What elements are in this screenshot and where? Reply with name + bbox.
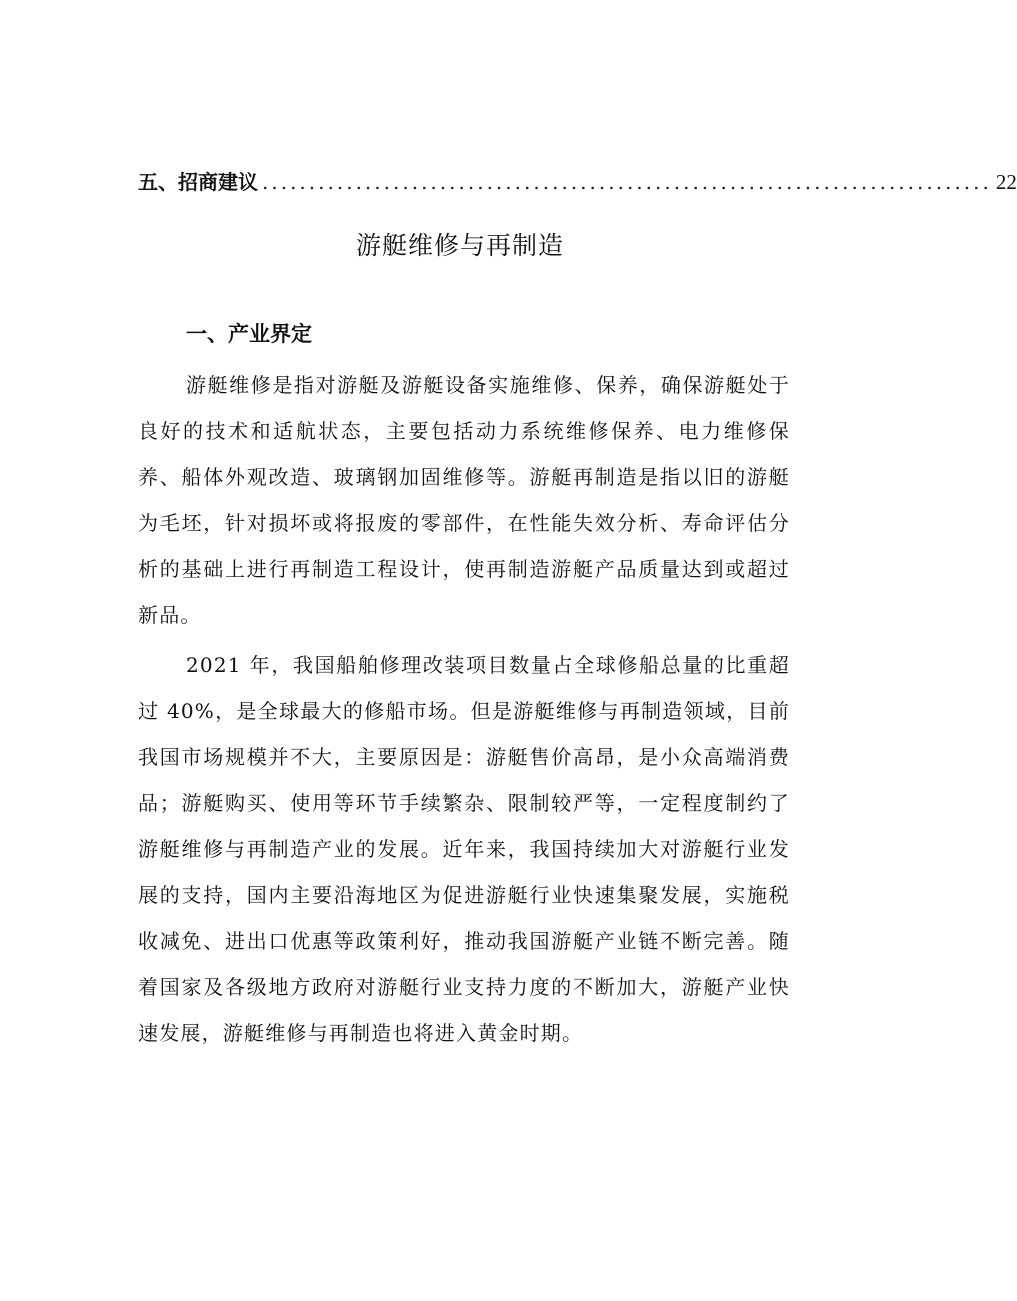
body-paragraph-1: 游艇维修是指对游艇及游艇设备实施维修、保养，确保游艇处于良好的技术和适航状态，主要包括动力系统维修保养、电力维修保养、船体外观改造、玻璃钢加固维修等。游艇再制造是指以旧的游艇为毛坯，针对损坏或将报废的零部件，在性能失效分析、寿命评估分析的基础上进行再制造工程设计，使再制造游艇产品质量达到或超过新品。: [138, 373, 790, 627]
toc-page-number: 22: [995, 170, 1017, 194]
toc-entry[interactable]: [138, 166, 1017, 196]
section-heading: 一、产业界定: [186, 322, 312, 346]
toc-entry-label: 五、招商建议: [138, 170, 258, 194]
body-paragraph-2: 2021 年，我国船舶修理改装项目数量占全球修船总量的比重超过 40%，是全球最大的修船市场。但是游艇维修与再制造领域，目前我国市场规模并不大，主要原因是：游艇售价高昂，是小众高端消费品；游艇购买、使用等环节手续繁杂、限制较严等，一定程度制约了游艇维修与再制造产业的发展。近年来，我国持续加大对游艇行业发展的支持，国内主要沿海地区为促进游艇行业快速集聚发展，实施税收减免、进出口优惠等政策利好，推动我国游艇产业链不断完善。随着国家及各级地方政府对游艇行业支持力度的不断加大，游艇产业快速发展，游艇维修与再制造也将进入黄金时期。: [138, 653, 790, 1045]
document-title: 游艇维修与再制造: [355, 231, 564, 260]
toc-leader-dots: ..............................................................................: [262, 170, 992, 194]
